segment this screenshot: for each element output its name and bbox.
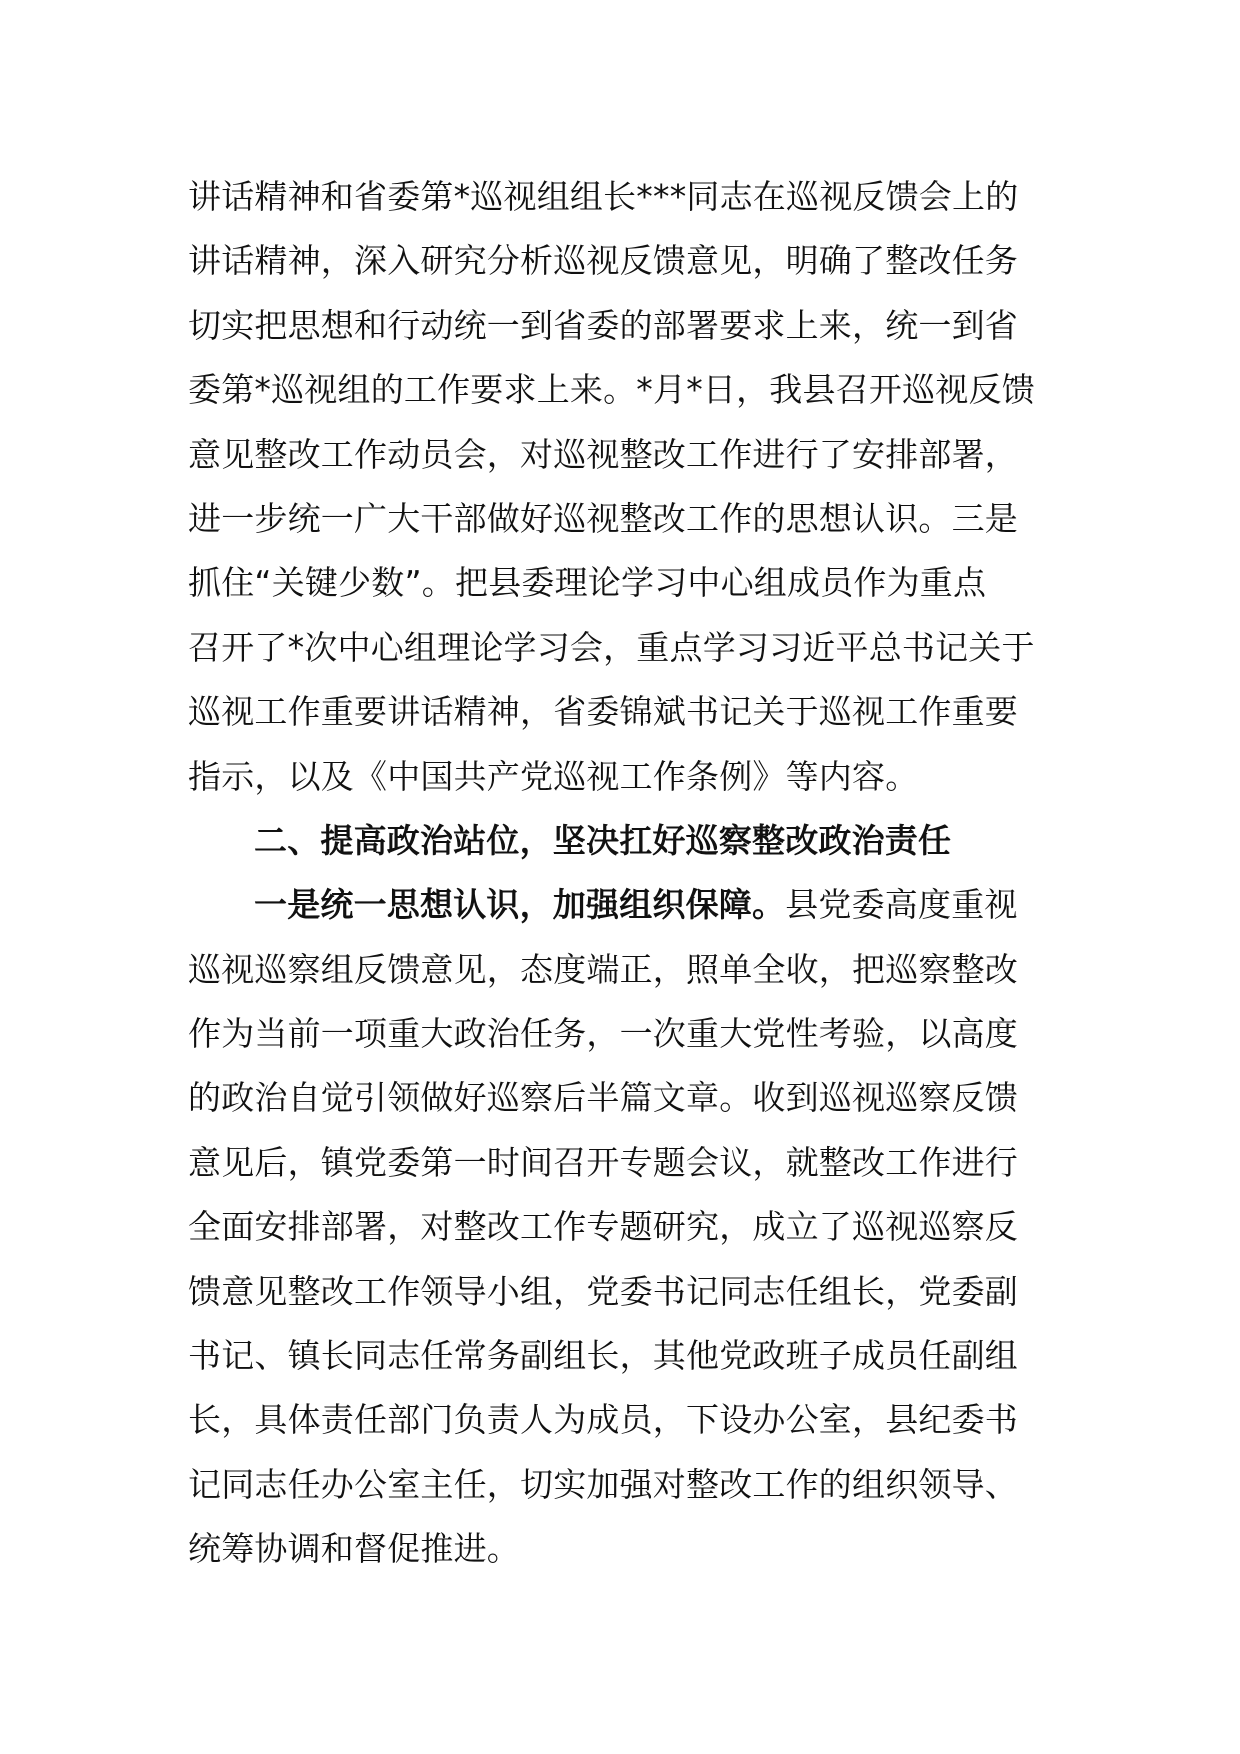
- paragraph-line: 切实把思想和行动统一到省委的部署要求上来，统一到省: [188, 305, 1018, 345]
- paragraph-line: 作为当前一项重大政治任务，一次重大党性考验，以高度: [188, 1014, 1018, 1054]
- paragraph-line: 指示，以及《中国共产党巡视工作条例》等内容。: [188, 756, 919, 796]
- paragraph-line: 意见整改工作动员会，对巡视整改工作进行了安排部署，: [188, 434, 1018, 474]
- paragraph-line: 抓住“关键少数”。把县委理论学习中心组成员作为重点: [188, 563, 987, 603]
- paragraph-line: 委第*巡视组的工作要求上来。*月*日，我县召开巡视反馈: [188, 370, 1035, 410]
- document-body: [188, 165, 1058, 1582]
- paragraph-line: 长，具体责任部门负责人为成员，下设办公室，县纪委书: [188, 1400, 1018, 1440]
- paragraph-line: 召开了*次中心组理论学习会，重点学习习近平总书记关于: [188, 627, 1035, 667]
- paragraph-line: 的政治自觉引领做好巡察后半篇文章。收到巡视巡察反馈: [188, 1078, 1018, 1118]
- paragraph-line: 统筹协调和督促推进。: [188, 1529, 520, 1569]
- paragraph-line: 巡视巡察组反馈意见，态度端正，照单全收，把巡察整改: [188, 949, 1018, 989]
- paragraph-line: 书记、镇长同志任常务副组长，其他党政班子成员任副组: [188, 1336, 1018, 1376]
- paragraph-first-line: [188, 873, 1058, 937]
- section-heading: 二、提高政治站位，坚决扛好巡察整改政治责任: [254, 820, 952, 860]
- paragraph-line: 全面安排部署，对整改工作专题研究，成立了巡视巡察反: [188, 1207, 1018, 1247]
- paragraph-bold-lead: 一是统一思想认识，加强组织保障。: [254, 885, 786, 925]
- paragraph-line: 意见后，镇党委第一时间召开专题会议，就整改工作进行: [188, 1142, 1018, 1182]
- paragraph-line: 记同志任办公室主任，切实加强对整改工作的组织领导、: [188, 1464, 1018, 1504]
- paragraph-line: 巡视工作重要讲话精神，省委锦斌书记关于巡视工作重要: [188, 692, 1018, 732]
- paragraph-line: 讲话精神，深入研究分析巡视反馈意见，明确了整改任务: [188, 241, 1018, 281]
- paragraph-line: 讲话精神和省委第*巡视组组长***同志在巡视反馈会上的: [188, 177, 1019, 216]
- paragraph-line: 进一步统一广大干部做好巡视整改工作的思想认识。三是: [188, 498, 1018, 538]
- paragraph-first-line-rest: 县党委高度重视: [785, 885, 1018, 925]
- paragraph-line: 馈意见整改工作领导小组，党委书记同志任组长，党委副: [188, 1271, 1018, 1311]
